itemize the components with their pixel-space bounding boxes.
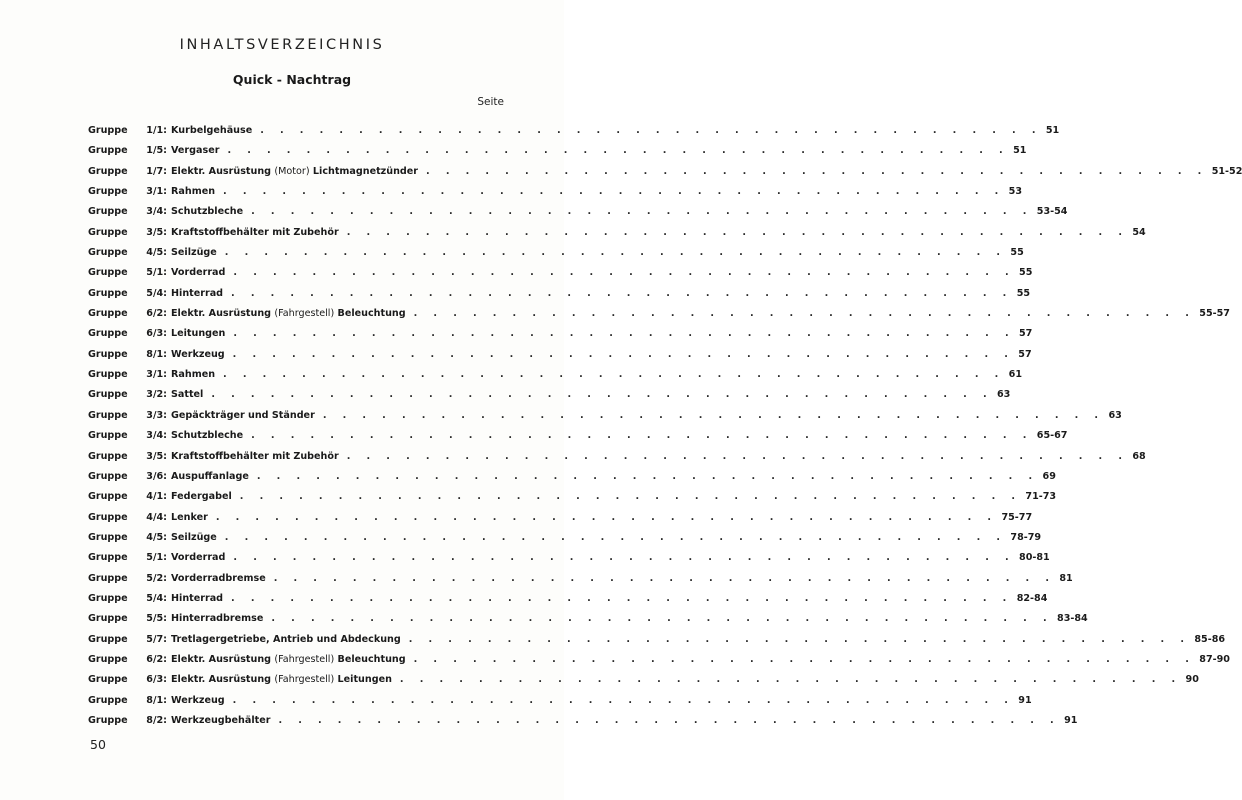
group-number: 8/2: (146, 714, 167, 726)
page-column-label: Seite (477, 96, 504, 108)
page-reference: 54 (1132, 226, 1146, 238)
entry-title-qualifier: (Fahrgestell) (274, 653, 335, 665)
toc-entry (88, 365, 1023, 385)
toc-entry (88, 426, 1068, 446)
page-reference: 53-54 (1036, 206, 1068, 218)
entry-title: Lenker (171, 511, 208, 523)
page-reference: 55-57 (1199, 308, 1230, 320)
toc-entry (88, 406, 1122, 426)
page-reference: 82-84 (1016, 592, 1048, 604)
group-number: 3/3: (146, 409, 167, 421)
dot-leader: . . . . . . . . . . . . . . . . . . . . . . . . . . . . . . . . . . . . . . . . (231, 592, 1013, 604)
entry-title (171, 162, 418, 182)
dot-leader: . . . . . . . . . . . . . . . . . . . . . . . . . . . . . . . . . . . . . . . . (251, 206, 1033, 218)
toc-entry (88, 243, 1024, 263)
entry-title: Werkzeug (171, 348, 225, 360)
toc-entry (88, 345, 1032, 365)
page-reference: 63 (1108, 409, 1122, 421)
group-number: 5/1: (146, 267, 167, 279)
entry-title (171, 670, 392, 690)
page-reference: 55 (1019, 267, 1033, 279)
group-number: 8/1: (146, 694, 167, 706)
group-label: Gruppe (88, 247, 128, 259)
toc-entry (88, 711, 1078, 731)
group-label: Gruppe (88, 653, 128, 665)
page-reference: 68 (1132, 450, 1146, 462)
group-number: 3/4: (146, 430, 167, 442)
entry-title: Auspuffanlage (171, 470, 249, 482)
group-number: 6/3: (146, 328, 167, 340)
group-label: Gruppe (88, 592, 128, 604)
page-reference: 91 (1064, 714, 1078, 726)
group-number: 5/1: (146, 552, 167, 564)
entry-title-qualifier: (Fahrgestell) (274, 674, 335, 686)
group-number: 3/5: (146, 226, 167, 238)
group-label: Gruppe (88, 470, 128, 482)
group-label: Gruppe (88, 308, 128, 320)
entry-title: Seilzüge (171, 531, 217, 543)
toc-entry (88, 447, 1146, 467)
toc-entry (88, 569, 1073, 589)
group-label: Gruppe (88, 694, 128, 706)
page-reference: 83-84 (1057, 613, 1088, 625)
entry-title: Vorderrad (171, 267, 226, 279)
entry-title: Rahmen (171, 369, 216, 381)
group-number: 6/2: (146, 653, 167, 665)
dot-leader: . . . . . . . . . . . . . . . . . . . . . . . . . . . . . . . . . . . . . . . . (215, 511, 998, 523)
toc-entry (88, 467, 1056, 487)
entry-title (171, 304, 406, 324)
entry-title-qualifier: (Fahrgestell) (274, 308, 335, 320)
page-reference: 63 (997, 389, 1011, 401)
group-label: Gruppe (88, 714, 128, 726)
entry-title-part: Lichtmagnetzünder (309, 165, 419, 177)
page-reference: 53 (1008, 186, 1023, 198)
group-number: 8/1: (146, 348, 167, 360)
page-reference: 51 (1045, 125, 1060, 136)
dot-leader: . . . . . . . . . . . . . . . . . . . . . . . . . . . . . . . . . . . . . . . . (413, 308, 1196, 320)
group-number: 1/5: (146, 145, 167, 157)
dot-leader: . . . . . . . . . . . . . . . . . . . . . . . . . . . . . . . . . . . . . . . . (223, 186, 1005, 198)
group-label: Gruppe (88, 125, 128, 136)
entry-title: Hinterrad (171, 287, 224, 299)
group-label: Gruppe (88, 145, 128, 157)
group-number: 1/1: (146, 125, 167, 136)
dot-leader: . . . . . . . . . . . . . . . . . . . . . . . . . . . . . . . . . . . . . . . . (413, 653, 1196, 665)
group-number: 3/1: (146, 186, 167, 198)
toc-entry (88, 650, 1230, 670)
entry-title: Rahmen (171, 186, 216, 198)
page-reference: 55 (1016, 287, 1031, 299)
dot-leader: . . . . . . . . . . . . . . . . . . . . . . . . . . . . . . . . . . . . . . . . (346, 226, 1129, 238)
dot-leader: . . . . . . . . . . . . . . . . . . . . . . . . . . . . . . . . . . . . . . . . (322, 409, 1105, 421)
page-reference: 90 (1185, 674, 1199, 686)
page-reference: 81 (1059, 572, 1073, 584)
entry-title: Hinterradbremse (171, 613, 264, 625)
dot-leader: . . . . . . . . . . . . . . . . . . . . . . . . . . . . . . . . . . . . . . . . (256, 470, 1039, 482)
toc-entry (88, 548, 1050, 568)
toc-entry (88, 508, 1033, 528)
group-label: Gruppe (88, 267, 128, 279)
group-label: Gruppe (88, 287, 128, 299)
dot-leader: . . . . . . . . . . . . . . . . . . . . . . . . . . . . . . . . . . . . . . . . (239, 491, 1022, 503)
group-number: 6/2: (146, 308, 167, 320)
page-reference: 57 (1019, 328, 1033, 340)
dot-leader: . . . . . . . . . . . . . . . . . . . . . . . . . . . . . . . . . . . . . . . . (223, 369, 1005, 381)
group-number: 5/4: (146, 592, 167, 604)
group-label: Gruppe (88, 348, 128, 360)
dot-leader: . . . . . . . . . . . . . . . . . . . . . . . . . . . . . . . . . . . . . . . . (408, 633, 1191, 645)
dot-leader: . . . . . . . . . . . . . . . . . . . . . . . . . . . . . . . . . . . . . . . . (278, 714, 1061, 726)
dot-leader: . . . . . . . . . . . . . . . . . . . . . . . . . . . . . . . . . . . . . . . . (224, 247, 1007, 259)
dot-leader: . . . . . . . . . . . . . . . . . . . . . . . . . . . . . . . . . . . . . . . . (233, 267, 1016, 279)
entry-title: Werkzeug (171, 694, 225, 706)
group-label: Gruppe (88, 511, 128, 523)
group-label: Gruppe (88, 552, 128, 564)
entry-title: Vorderrad (171, 552, 226, 564)
page-reference: 57 (1018, 348, 1032, 360)
toc-entry (88, 263, 1033, 283)
group-label: Gruppe (88, 328, 128, 340)
group-label: Gruppe (88, 531, 128, 543)
entry-title: Seilzüge (171, 247, 217, 259)
page-reference: 75-77 (1001, 511, 1033, 523)
dot-leader: . . . . . . . . . . . . . . . . . . . . . . . . . . . . . . . . . . . . . . . . (224, 531, 1007, 543)
group-number: 3/4: (146, 206, 167, 218)
group-number: 3/6: (146, 470, 167, 482)
entry-title: Tretlagergetriebe, Antrieb und Abdeckung (171, 633, 401, 645)
toc-entry (88, 630, 1226, 650)
page-number: 50 (90, 737, 106, 752)
page-reference: 69 (1042, 470, 1056, 482)
entry-title: Kraftstoffbehälter mit Zubehör (171, 450, 339, 462)
group-label: Gruppe (88, 226, 128, 238)
toc-entry (88, 589, 1048, 609)
entry-title: Vergaser (171, 145, 220, 157)
group-label: Gruppe (88, 572, 128, 584)
dot-leader: . . . . . . . . . . . . . . . . . . . . . . . . . . . . . . . . . . . . . . . . (231, 287, 1013, 299)
entry-title-part: Elektr. Ausrüstung (171, 308, 275, 320)
group-number: 5/7: (146, 633, 167, 645)
group-label: Gruppe (88, 165, 128, 177)
group-label: Gruppe (88, 389, 128, 401)
entry-title: Schutzbleche (171, 206, 244, 218)
entry-title-part: Leitungen (334, 674, 392, 686)
dot-leader: . . . . . . . . . . . . . . . . . . . . . . . . . . . . . . . . . . . . . . . . (227, 145, 1010, 157)
dot-leader: . . . . . . . . . . . . . . . . . . . . . . . . . . . . . . . . . . . . . . . . (273, 572, 1056, 584)
group-number: 1/7: (146, 165, 167, 177)
page-reference: 71-73 (1025, 491, 1057, 503)
group-label: Gruppe (88, 206, 128, 218)
group-label: Gruppe (88, 633, 128, 645)
group-number: 4/5: (146, 531, 167, 543)
group-label: Gruppe (88, 674, 128, 686)
dot-leader: . . . . . . . . . . . . . . . . . . . . . . . . . . . . . . . . . . . . . . . . (251, 430, 1033, 442)
toc-entry (88, 609, 1088, 629)
group-number: 3/5: (146, 450, 167, 462)
dot-leader: . . . . . . . . . . . . . . . . . . . . . . . . . . . . . . . . . . . . . . . . (211, 389, 993, 401)
entry-title (171, 650, 406, 670)
dot-leader: . . . . . . . . . . . . . . . . . . . . . . . . . . . . . . . . . . . . . . . . (426, 165, 1208, 177)
dot-leader: . . . . . . . . . . . . . . . . . . . . . . . . . . . . . . . . . . . . . . . . (399, 674, 1182, 686)
group-label: Gruppe (88, 430, 128, 442)
group-label: Gruppe (88, 613, 128, 625)
entry-title: Sattel (171, 389, 204, 401)
dot-leader: . . . . . . . . . . . . . . . . . . . . . . . . . . . . . . . . . . . . . . . . (233, 552, 1016, 564)
section-subheading: Quick - Nachtrag (232, 72, 352, 87)
entry-title-part: Beleuchtung (334, 308, 406, 320)
group-number: 6/3: (146, 674, 167, 686)
page-reference: 51 (1013, 145, 1027, 157)
toc-entry (88, 121, 1060, 141)
entry-title: Kurbelgehäuse (171, 125, 253, 136)
entry-title: Hinterrad (171, 592, 224, 604)
dot-leader: . . . . . . . . . . . . . . . . . . . . . . . . . . . . . . . . . . . . . . . . (232, 694, 1015, 706)
toc-entry (88, 223, 1146, 243)
page-reference: 61 (1008, 369, 1023, 381)
toc-entry (88, 141, 1027, 161)
toc-entry (88, 202, 1068, 222)
page-reference: 55 (1010, 247, 1024, 259)
toc-entry (88, 528, 1042, 548)
group-label: Gruppe (88, 369, 128, 381)
group-label: Gruppe (88, 450, 128, 462)
page-reference: 87-90 (1199, 653, 1230, 665)
group-number: 4/4: (146, 511, 167, 523)
page-heading: INHALTSVERZEICHNIS (179, 37, 385, 53)
entry-title-qualifier: (Motor) (274, 165, 310, 177)
dot-leader: . . . . . . . . . . . . . . . . . . . . . . . . . . . . . . . . . . . . . . . . (232, 348, 1015, 360)
group-number: 3/2: (146, 389, 167, 401)
page-reference: 78-79 (1010, 531, 1042, 543)
entry-title: Werkzeugbehälter (171, 714, 271, 726)
toc-entry (88, 670, 1199, 690)
toc-entry (88, 162, 1242, 182)
page-reference: 80-81 (1019, 552, 1050, 564)
page-reference: 85-86 (1194, 633, 1226, 645)
dot-leader: . . . . . . . . . . . . . . . . . . . . . . . . . . . . . . . . . . . . . . . . (233, 328, 1015, 340)
page-reference: 65-67 (1036, 430, 1068, 442)
entry-title-part: Beleuchtung (334, 653, 406, 665)
page-reference: 51-52 (1211, 165, 1242, 177)
entry-title: Kraftstoffbehälter mit Zubehör (171, 226, 339, 238)
entry-title: Gepäckträger und Ständer (171, 409, 315, 421)
toc-entry (88, 182, 1023, 202)
group-number: 4/1: (146, 491, 167, 503)
entry-title: Vorderradbremse (171, 572, 266, 584)
toc-entry (88, 487, 1057, 507)
entry-title-part: Elektr. Ausrüstung (171, 653, 275, 665)
group-number: 5/2: (146, 572, 167, 584)
table-of-contents (88, 121, 1242, 731)
group-label: Gruppe (88, 409, 128, 421)
entry-title: Leitungen (171, 328, 226, 340)
entry-title: Federgabel (171, 491, 232, 503)
toc-entry (88, 284, 1031, 304)
group-number: 5/5: (146, 613, 167, 625)
dot-leader: . . . . . . . . . . . . . . . . . . . . . . . . . . . . . . . . . . . . . . . . (346, 450, 1129, 462)
toc-entry (88, 324, 1033, 344)
dot-leader: . . . . . . . . . . . . . . . . . . . . . . . . . . . . . . . . . . . . . . . . (271, 613, 1054, 625)
page-reference: 91 (1018, 694, 1032, 706)
toc-entry (88, 304, 1230, 324)
entry-title-part: Elektr. Ausrüstung (171, 165, 275, 177)
dot-leader: . . . . . . . . . . . . . . . . . . . . . . . . . . . . . . . . . . . . . . . . (260, 125, 1042, 136)
toc-entry (88, 691, 1032, 711)
group-label: Gruppe (88, 491, 128, 503)
toc-entry (88, 385, 1011, 405)
group-number: 4/5: (146, 247, 167, 259)
group-number: 5/4: (146, 287, 167, 299)
group-number: 3/1: (146, 369, 167, 381)
entry-title-part: Elektr. Ausrüstung (171, 674, 275, 686)
group-label: Gruppe (88, 186, 128, 198)
entry-title: Schutzbleche (171, 430, 244, 442)
